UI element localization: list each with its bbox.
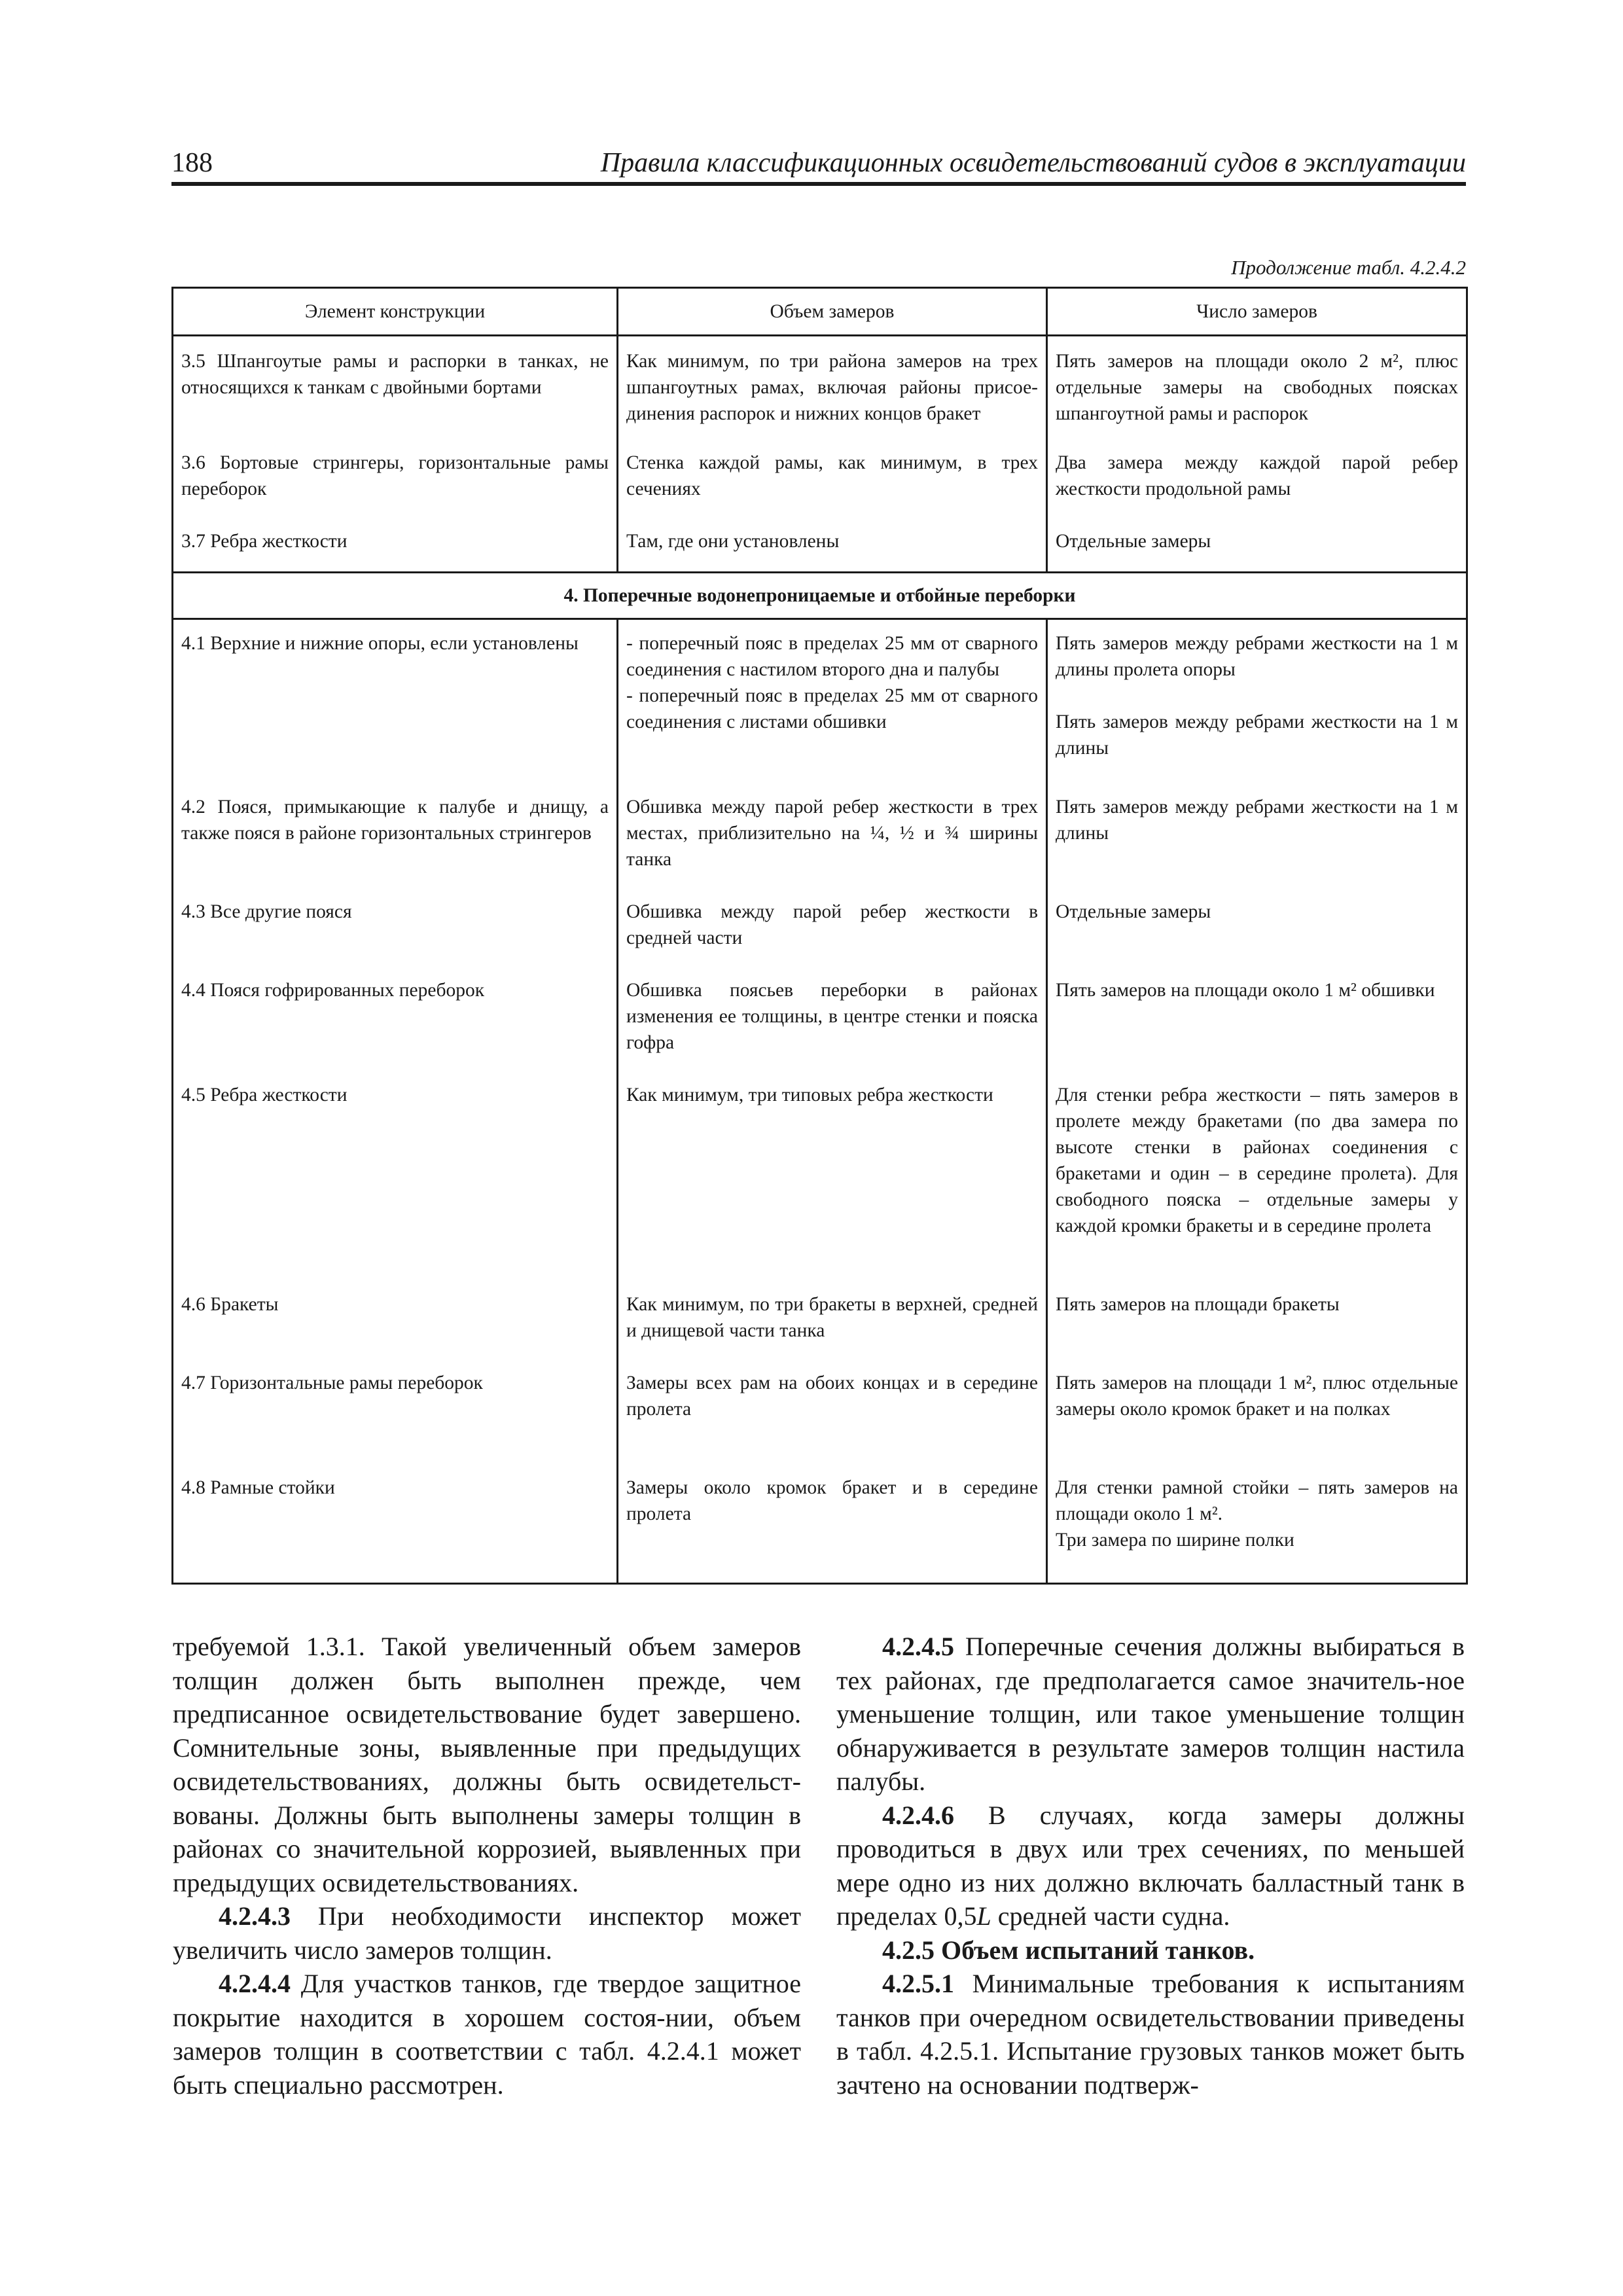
table-row	[173, 1475, 1467, 1584]
cell-scope	[618, 977, 1047, 1082]
cell-scope	[618, 1082, 1047, 1291]
cell-scope-text: Стенка каждой рамы, как минимум, в трех сечениях	[626, 452, 1038, 499]
paragraph: требуемой 1.3.1. Такой увеличенный объем замеров толщин должен быть выполнен прежде, чем предписанное освидетельствование будет завершено. Сомнительные зоны, выявленные при предыдущих освидетельствованиях, должны быть освидетельст-вованы. Должны быть выполнены замеры толщин в районах со значительной коррозией, выявленных при предыдущих освидетельствованиях.	[173, 1632, 801, 1897]
cell-scope	[618, 1291, 1047, 1370]
clause-text: Минимальные требования к испытаниям танков при очередном освидетельствовании приведены в табл. 4.2.5.1. Испытание грузовых танков может быть зачтено на основании подтверж-	[836, 1969, 1465, 2100]
clause-number: 4.2.4.3	[219, 1901, 291, 1931]
cell-count-text: Три замера по ширине полки	[1056, 1530, 1294, 1551]
cell-scope-text: Обшивка между парой ребер жесткости в средней части	[626, 901, 1038, 948]
thickness-measurement-table	[171, 287, 1468, 1585]
length-symbol: L	[976, 1901, 991, 1931]
table-caption: Продолжение табл. 4.2.4.2	[1231, 256, 1466, 279]
text-column-right	[836, 1630, 1465, 2102]
table-row	[173, 619, 1467, 795]
cell-count	[1047, 336, 1467, 450]
page-header	[171, 147, 1466, 186]
cell-scope-text: - поперечный пояс в пределах 25 мм от сварного соединения с настилом второго дна и палубы	[626, 633, 1038, 680]
cell-count	[1047, 1082, 1467, 1291]
cell-count-text: Для стенки ребра жесткости – пять замеров в пролете между бракетами (по два замера по высоте стенки в районах соединения с бракетами и один – в середине пролета). Для свободного пояска – отдельные замеры у каждой кромки бракеты и в середине пролета	[1056, 1085, 1458, 1236]
cell-scope	[618, 794, 1047, 899]
table-row	[173, 899, 1467, 977]
cell-count	[1047, 1475, 1467, 1584]
cell-element-text: 4.1 Верхние и нижние опоры, если установлены	[181, 633, 579, 654]
cell-count	[1047, 899, 1467, 977]
cell-count-text: Пять замеров между ребрами жесткости на 1 м длины	[1056, 711, 1458, 759]
cell-count	[1047, 977, 1467, 1082]
cell-scope-text: - поперечный пояс в пределах 25 мм от сварного соединения с листами обшивки	[626, 685, 1038, 732]
running-title: Правила классификационных освидетельствований судов в эксплуатации	[600, 148, 1466, 178]
cell-count-text: Пять замеров на площади около 1 м² обшивки	[1056, 980, 1435, 1001]
cell-element	[173, 1082, 618, 1291]
cell-element	[173, 794, 618, 899]
cell-scope	[618, 1475, 1047, 1584]
cell-scope-text: Замеры всех рам на обоих концах и в середине пролета	[626, 1372, 1038, 1420]
cell-count-text: Пять замеров между ребрами жесткости на 1 м длины	[1056, 797, 1458, 844]
paragraph-4-2-4-5	[836, 1630, 1465, 1799]
table-row	[173, 450, 1467, 528]
cell-scope-text: Обшивка между парой ребер жесткости в трех местах, приблизительно на ¼, ½ и ¾ ширины танка	[626, 797, 1038, 870]
cell-scope	[618, 528, 1047, 573]
cell-scope	[618, 619, 1047, 795]
section-heading-text: 4.2.5 Объем испытаний танков.	[882, 1935, 1255, 1965]
table-row	[173, 1082, 1467, 1291]
cell-scope-text: Как минимум, по три района замеров на трех шпангоутных рамах, включая районы присое-динения распорок и нижних концов бракет	[626, 351, 1038, 424]
table-row	[173, 977, 1467, 1082]
cell-scope-text: Как минимум, по три бракеты в верхней, средней и днищевой части танка	[626, 1294, 1038, 1341]
clause-text: Поперечные сечения должны выбираться в тех районах, где предполагается самое значитель-ное уменьшение толщин, или такое уменьшение толщин обнаруживается в результате замеров толщин настила палубы.	[836, 1632, 1465, 1796]
cell-count	[1047, 619, 1467, 795]
section-title: 4. Поперечные водонепроницаемые и отбойные переборки	[173, 573, 1467, 619]
column-header-count: Число замеров	[1047, 288, 1467, 336]
cell-scope	[618, 336, 1047, 450]
cell-element	[173, 1370, 618, 1475]
cell-count-text: Пять замеров на площади около 2 м², плюс отдельные замеры на свободных поясках шпангоутной рамы и распорок	[1056, 351, 1458, 424]
column-header-element: Элемент конструкции	[173, 288, 618, 336]
page-number: 188	[171, 148, 213, 178]
cell-count-text: Отдельные замеры	[1056, 901, 1211, 922]
cell-count	[1047, 450, 1467, 528]
cell-element-text: 4.5 Ребра жесткости	[181, 1085, 348, 1105]
cell-element-text: 4.4 Пояся гофрированных переборок	[181, 980, 485, 1001]
paragraph-4-2-4-6	[836, 1799, 1465, 1933]
cell-scope-text: Как минимум, три типовых ребра жесткости	[626, 1085, 993, 1105]
clause-number: 4.2.4.6	[882, 1800, 954, 1830]
clause-text: При необходимости инспектор может увеличить число замеров толщин.	[173, 1901, 801, 1965]
clause-text: средней части судна.	[991, 1901, 1230, 1931]
cell-count-text: Для стенки рамной стойки – пять замеров на площади около 1 м².	[1056, 1477, 1458, 1524]
cell-scope	[618, 1370, 1047, 1475]
clause-number: 4.2.5.1	[882, 1969, 954, 1998]
table-row	[173, 528, 1467, 573]
cell-count	[1047, 1291, 1467, 1370]
table-header-row	[173, 288, 1467, 336]
table-row	[173, 1291, 1467, 1370]
table-row	[173, 1370, 1467, 1475]
cell-count-text: Два замера между каждой парой ребер жесткости продольной рамы	[1056, 452, 1458, 499]
cell-element-text: 4.6 Бракеты	[181, 1294, 279, 1315]
section-heading-4-2-5	[836, 1933, 1465, 1967]
clause-number: 4.2.4.4	[219, 1969, 291, 1998]
cell-element-text: 3.6 Бортовые стрингеры, горизонтальные рамы переборок	[181, 452, 609, 499]
cell-scope	[618, 899, 1047, 977]
cell-element	[173, 619, 618, 795]
cell-element	[173, 1291, 618, 1370]
cell-element-text: 4.7 Горизонтальные рамы переборок	[181, 1372, 483, 1393]
cell-scope-text: Там, где они установлены	[626, 531, 840, 552]
paragraph-4-2-4-4	[173, 1967, 801, 2102]
paragraph-4-2-4-3	[173, 1899, 801, 1967]
cell-count	[1047, 528, 1467, 573]
text-column-left	[173, 1630, 801, 2102]
cell-element-text: 3.7 Ребра жесткости	[181, 531, 348, 552]
clause-text: Для участков танков, где твердое защитное покрытие находится в хорошем состоя-нии, объем замеров толщин в соответствии с табл. 4.2.4.1 может быть специально рассмотрен.	[173, 1969, 801, 2100]
cell-count-text: Пять замеров на площади 1 м², плюс отдельные замеры около кромок бракет и на полках	[1056, 1372, 1458, 1420]
cell-count-text: Пять замеров между ребрами жесткости на 1 м длины пролета опоры	[1056, 633, 1458, 680]
cell-element	[173, 450, 618, 528]
cell-element-text: 4.3 Все другие пояся	[181, 901, 352, 922]
cell-scope	[618, 450, 1047, 528]
cell-element	[173, 336, 618, 450]
cell-element	[173, 977, 618, 1082]
cell-count	[1047, 1370, 1467, 1475]
section-row	[173, 573, 1467, 619]
table-row	[173, 336, 1467, 450]
cell-gap	[1056, 683, 1458, 709]
cell-count	[1047, 794, 1467, 899]
table-row	[173, 794, 1467, 899]
column-header-scope: Объем замеров	[618, 288, 1047, 336]
clause-number: 4.2.4.5	[882, 1632, 954, 1661]
cell-element	[173, 1475, 618, 1584]
cell-scope-text: Замеры около кромок бракет и в середине пролета	[626, 1477, 1038, 1524]
cell-element	[173, 528, 618, 573]
cell-element	[173, 899, 618, 977]
cell-count-text: Пять замеров на площади бракеты	[1056, 1294, 1340, 1315]
clause-text: В случаях, когда замеры должны проводиться в двух или трех сечениях, по меньшей мере одно из них должно включать балластный танк в пределах 0,5	[836, 1800, 1465, 1931]
cell-scope-text: Обшивка поясьев переборки в районах изменения ее толщины, в центре стенки и пояска гофра	[626, 980, 1038, 1053]
cell-element-text: 4.8 Рамные стойки	[181, 1477, 335, 1498]
cell-element-text: 3.5 Шпангоутые рамы и распорки в танках, не относящихся к танкам с двойными бортами	[181, 351, 609, 398]
cell-count-text: Отдельные замеры	[1056, 531, 1211, 552]
paragraph-4-2-5-1	[836, 1967, 1465, 2102]
cell-element-text: 4.2 Пояся, примыкающие к палубе и днищу, а также пояся в районе горизонтальных стрингеров	[181, 797, 609, 844]
